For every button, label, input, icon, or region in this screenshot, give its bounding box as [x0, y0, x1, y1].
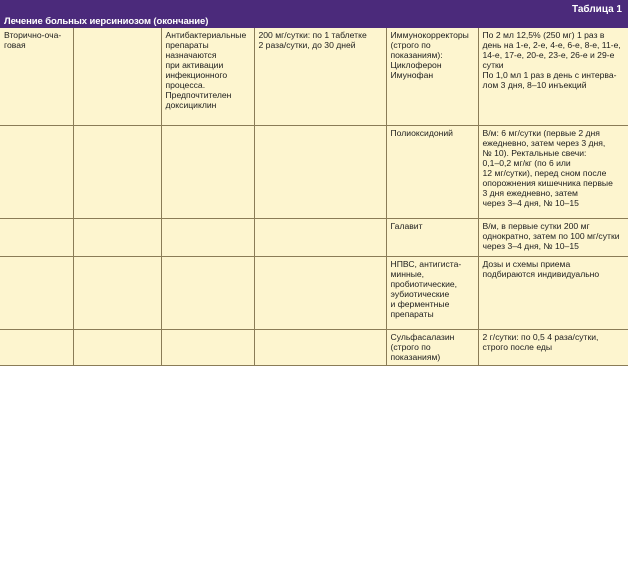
cell-dosage	[254, 125, 386, 218]
cell-form	[0, 218, 73, 256]
cell-antibacterial	[161, 218, 254, 256]
cell-drug: Сульфасалазин (строго по показаниям)	[386, 329, 478, 365]
cell-antibacterial	[161, 125, 254, 218]
cell-empty	[73, 28, 161, 125]
cell-form: Вторично-оча- говая	[0, 28, 73, 125]
table-title: Лечение больных иерсиниозом (окончание)	[4, 16, 209, 27]
cell-dosage	[254, 329, 386, 365]
table-number: Таблица 1	[571, 4, 622, 15]
cell-antibacterial	[161, 256, 254, 329]
cell-regimen: Дозы и схемы приема подбираются индивидуально	[478, 256, 628, 329]
table-row	[0, 256, 628, 329]
cell-form	[0, 125, 73, 218]
cell-drug: Полиоксидоний	[386, 125, 478, 218]
cell-regimen: В/м, в первые сутки 200 мг однократно, затем по 100 мг/сутки через 3–4 дня, № 10–15	[478, 218, 628, 256]
table-row	[0, 28, 628, 125]
cell-drug: Галавит	[386, 218, 478, 256]
table-row	[0, 218, 628, 256]
cell-drug: Иммунокорректоры (строго по показаниям): Циклоферон Имунофан	[386, 28, 478, 125]
cell-empty	[73, 125, 161, 218]
cell-regimen: 2 г/сутки: по 0,5 4 раза/сутки, строго после еды	[478, 329, 628, 365]
cell-empty	[73, 218, 161, 256]
cell-empty	[73, 329, 161, 365]
table-row	[0, 125, 628, 218]
cell-dosage: 200 мг/сутки: по 1 таблетке 2 раза/сутки, до 30 дней	[254, 28, 386, 125]
cell-regimen: В/м: 6 мг/сутки (первые 2 дня ежедневно, затем через 3 дня, № 10). Ректальные свечи: 0,1–0,2 мг/кг (по 6 или 12 мг/сутки), перед сном после опорожнения кишечника первые 3 дня ежедневно, затем через 3–4 дня, № 10–15	[478, 125, 628, 218]
cell-antibacterial	[161, 329, 254, 365]
treatment-table	[0, 28, 628, 366]
cell-form	[0, 256, 73, 329]
cell-drug: НПВС, антигиста- минные, пробиотические, эубиотические и ферментные препараты	[386, 256, 478, 329]
cell-dosage	[254, 218, 386, 256]
cell-regimen: По 2 мл 12,5% (250 мг) 1 раз в день на 1-е, 2-е, 4-е, 6-е, 8-е, 11-е, 14-е, 17-е, 20-е, 23-е, 26-е и 29-е сутки По 1,0 мл 1 раз в день с интерва- лом 3 дня, 8–10 инъекций	[478, 28, 628, 125]
cell-antibacterial: Антибактериальные препараты назначаются при активации инфекционного процесса. Предпочтителен доксициклин	[161, 28, 254, 125]
cell-empty	[73, 256, 161, 329]
table-row	[0, 329, 628, 365]
cell-form	[0, 329, 73, 365]
cell-dosage	[254, 256, 386, 329]
table-header	[0, 0, 628, 28]
